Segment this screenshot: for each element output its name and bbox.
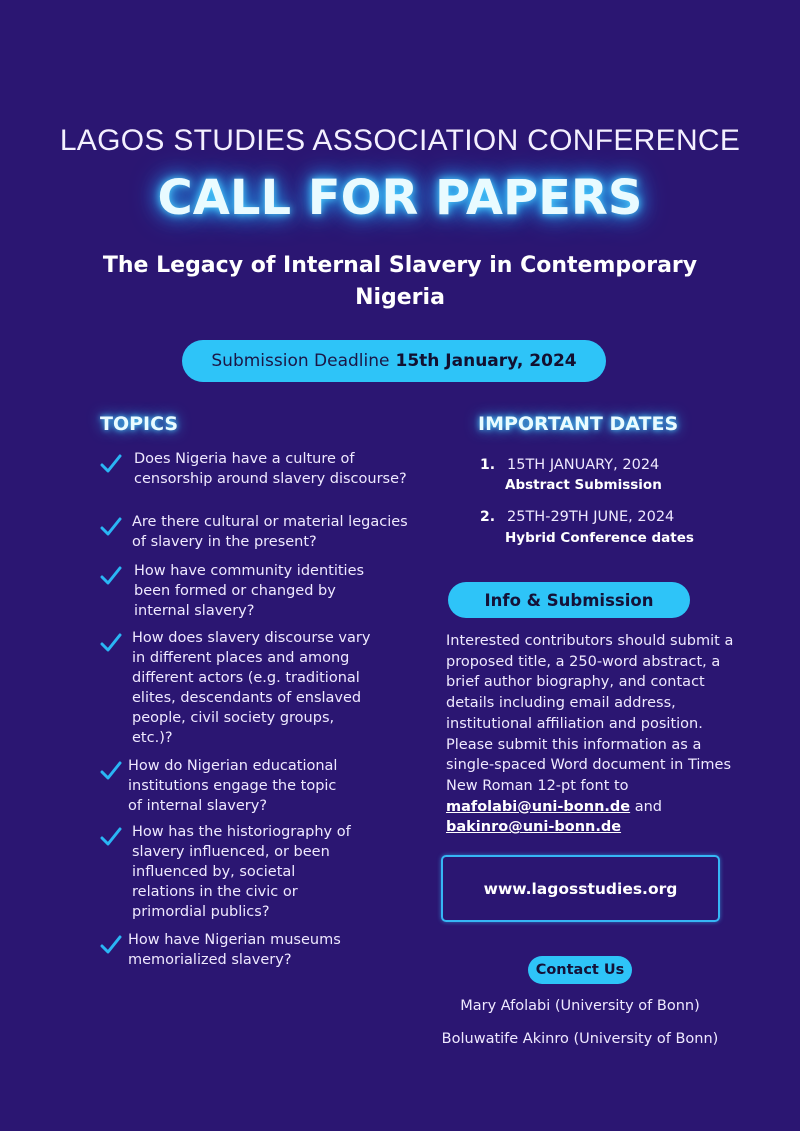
topic-item	[100, 930, 420, 970]
email-link-mafolabi[interactable]: mafolabi@uni-bonn.de	[446, 798, 631, 815]
topics-heading: TOPICS	[100, 413, 179, 435]
checkmark-icon	[100, 632, 122, 654]
topic-item	[100, 756, 420, 816]
topic-item	[100, 512, 420, 552]
date-value: 25TH-29TH JUNE, 2024	[507, 509, 675, 525]
checkmark-icon	[100, 826, 122, 848]
topic-text: Are there cultural or material legacies of slavery in the present?	[132, 514, 408, 550]
date-description: Abstract Submission	[505, 477, 662, 493]
topic-item	[100, 561, 420, 621]
conjunction: and	[630, 798, 663, 815]
conference-theme: The Legacy of Internal Slavery in Contemporary Nigeria	[102, 253, 698, 310]
topic-text: Does Nigeria have a culture of censorship around slavery discourse?	[134, 451, 407, 487]
checkmark-icon	[100, 453, 122, 475]
deadline-banner	[182, 340, 606, 382]
date-value: 15TH JANUARY, 2024	[507, 457, 660, 473]
topic-item	[100, 628, 420, 748]
checkmark-icon	[100, 934, 122, 956]
deadline-label: Submission Deadline	[211, 351, 390, 371]
checkmark-icon	[100, 516, 122, 538]
important-dates-heading: IMPORTANT DATES	[478, 413, 679, 435]
contact-person: Mary Afolabi (University of Bonn)	[460, 998, 700, 1014]
website-link[interactable]: www.lagosstudies.org	[441, 855, 720, 922]
topic-text: How have Nigerian museums memorialized slavery?	[128, 932, 341, 968]
checkmark-icon	[100, 565, 122, 587]
deadline-date: 15th January, 2024	[395, 351, 577, 371]
instructions-text: Interested contributors should submit a proposed title, a 250-word abstract, a brief author biography, and contact details including email address, institutional affiliation and position. Please submit this information as a single-spaced Word document in Times New Roman 12-pt font to	[446, 633, 734, 794]
contact-us-heading: Contact Us	[528, 956, 632, 984]
info-submission-heading: Info & Submission	[448, 582, 690, 618]
submission-instructions	[446, 631, 736, 838]
date-description: Hybrid Conference dates	[505, 530, 694, 546]
email-link-bakinro[interactable]: bakinro@uni-bonn.de	[446, 819, 622, 836]
topic-item	[100, 822, 420, 922]
contact-person: Boluwatife Akinro (University of Bonn)	[441, 1031, 719, 1047]
topic-text: How do Nigerian educational institutions engage the topic of internal slavery?	[128, 758, 338, 814]
checkmark-icon	[100, 760, 122, 782]
topic-text: How has the historiography of slavery influenced, or been influenced by, societal relations in the civic or primordial publics?	[132, 824, 351, 920]
topic-item	[100, 449, 420, 489]
headline: CALL FOR PAPERS	[157, 170, 643, 226]
organization-title: LAGOS STUDIES ASSOCIATION CONFERENCE	[59, 124, 741, 157]
topic-text: How have community identities been formed or changed by internal slavery?	[134, 563, 365, 619]
topic-text: How does slavery discourse vary in different places and among different actors (e.g. traditional elites, descendants of enslaved people, civil society groups, etc.)?	[132, 630, 371, 746]
date-number: 2.	[480, 509, 496, 525]
date-number: 1.	[480, 457, 496, 473]
